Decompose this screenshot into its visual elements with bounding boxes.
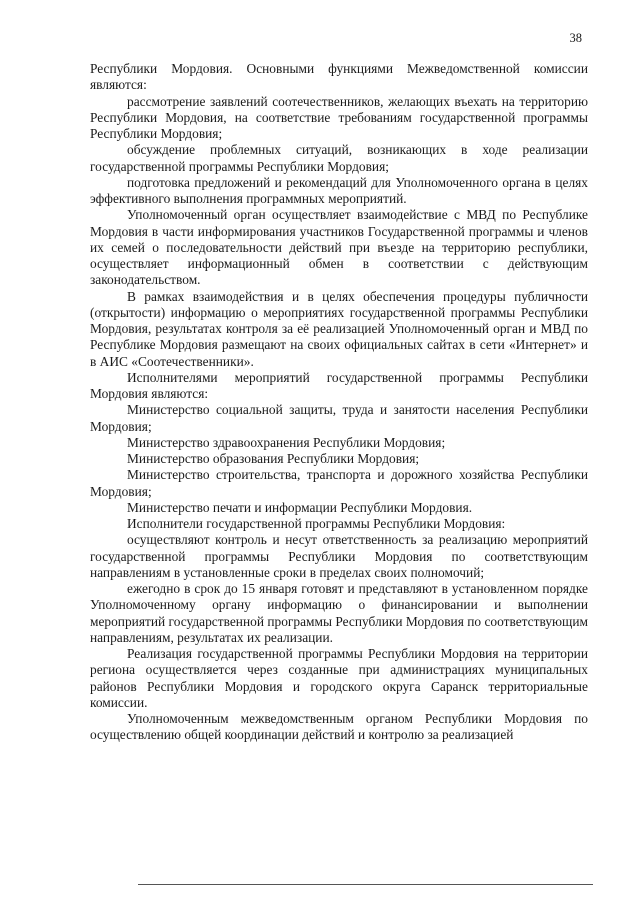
paragraph: ежегодно в срок до 15 января готовят и представляют в установленном порядке Уполномоченному органу информацию о финансировании и выполнении мероприятий государственной программы Республики Мордовия по соответствующим направлениям, результатах их реализации. — [90, 581, 588, 645]
paragraph: Министерство здравоохранения Республики Мордовия; — [127, 434, 446, 450]
paragraph: Министерство образования Республики Мордовия; — [127, 451, 420, 466]
page-number: 38 — [569, 31, 582, 45]
paragraph: Республики Мордовия. Основными функциями Межведомственной комиссии являются: — [90, 61, 588, 93]
paragraph: Министерство строительства, транспорта и дорожного хозяйства Республики Мордовия; — [90, 467, 588, 499]
paragraph: обсуждение проблемных ситуаций, возникающих в ходе реализации государственной программы Республики Мордовия; — [90, 142, 588, 174]
document-body — [90, 61, 588, 744]
paragraph: Исполнители государственной программы Республики Мордовия: — [127, 516, 506, 531]
paragraph: Министерство печати и информации Республики Мордовия. — [127, 499, 473, 515]
paragraph: Министерство социальной защиты, труда и занятости населения Республики Мордовия; — [90, 402, 588, 434]
footer-divider — [138, 884, 593, 885]
paragraph: В рамках взаимодействия и в целях обеспечения процедуры публичности (открытости) информацию о мероприятиях государственной программы Республики Мордовия, результатах контроля за её реализацией Уполномоченный орган и МВД по Республике Мордовия размещают на своих официальных сайтах в сети «Интернет» и в АИС «Соотечественники». — [90, 288, 588, 369]
paragraph: рассмотрение заявлений соотечественников, желающих въехать на территорию Республики Мордовия, на соответствие требованиям государственной программы Республики Мордовия; — [90, 93, 588, 141]
paragraph: Исполнителями мероприятий государственной программы Республики Мордовия являются: — [90, 369, 588, 401]
paragraph: Реализация государственной программы Республики Мордовия на территории региона осуществляется через созданные при администрациях муниципальных районов Республики Мордовия и городского округа Саранск территориальные комиссии. — [90, 646, 588, 710]
paragraph: Уполномоченный орган осуществляет взаимодействие с МВД по Республике Мордовия в части информирования участников Государственной программы и членов их семей о последовательности действий при въезде на территорию республики, осуществляет информационный обмен в соответствии с действующим законодательством. — [90, 207, 588, 288]
paragraph: подготовка предложений и рекомендаций для Уполномоченного органа в целях эффективного выполнения программных мероприятий. — [90, 174, 588, 206]
paragraph: осуществляют контроль и несут ответственность за реализацию мероприятий государственной программы Республики Мордовия по соответствующим направлениям в установленные сроки в пределах своих полномочий; — [90, 532, 588, 580]
paragraph: Уполномоченным межведомственным органом Республики Мордовия по осуществлению общей координации действий и контролю за реализацией — [90, 711, 588, 743]
